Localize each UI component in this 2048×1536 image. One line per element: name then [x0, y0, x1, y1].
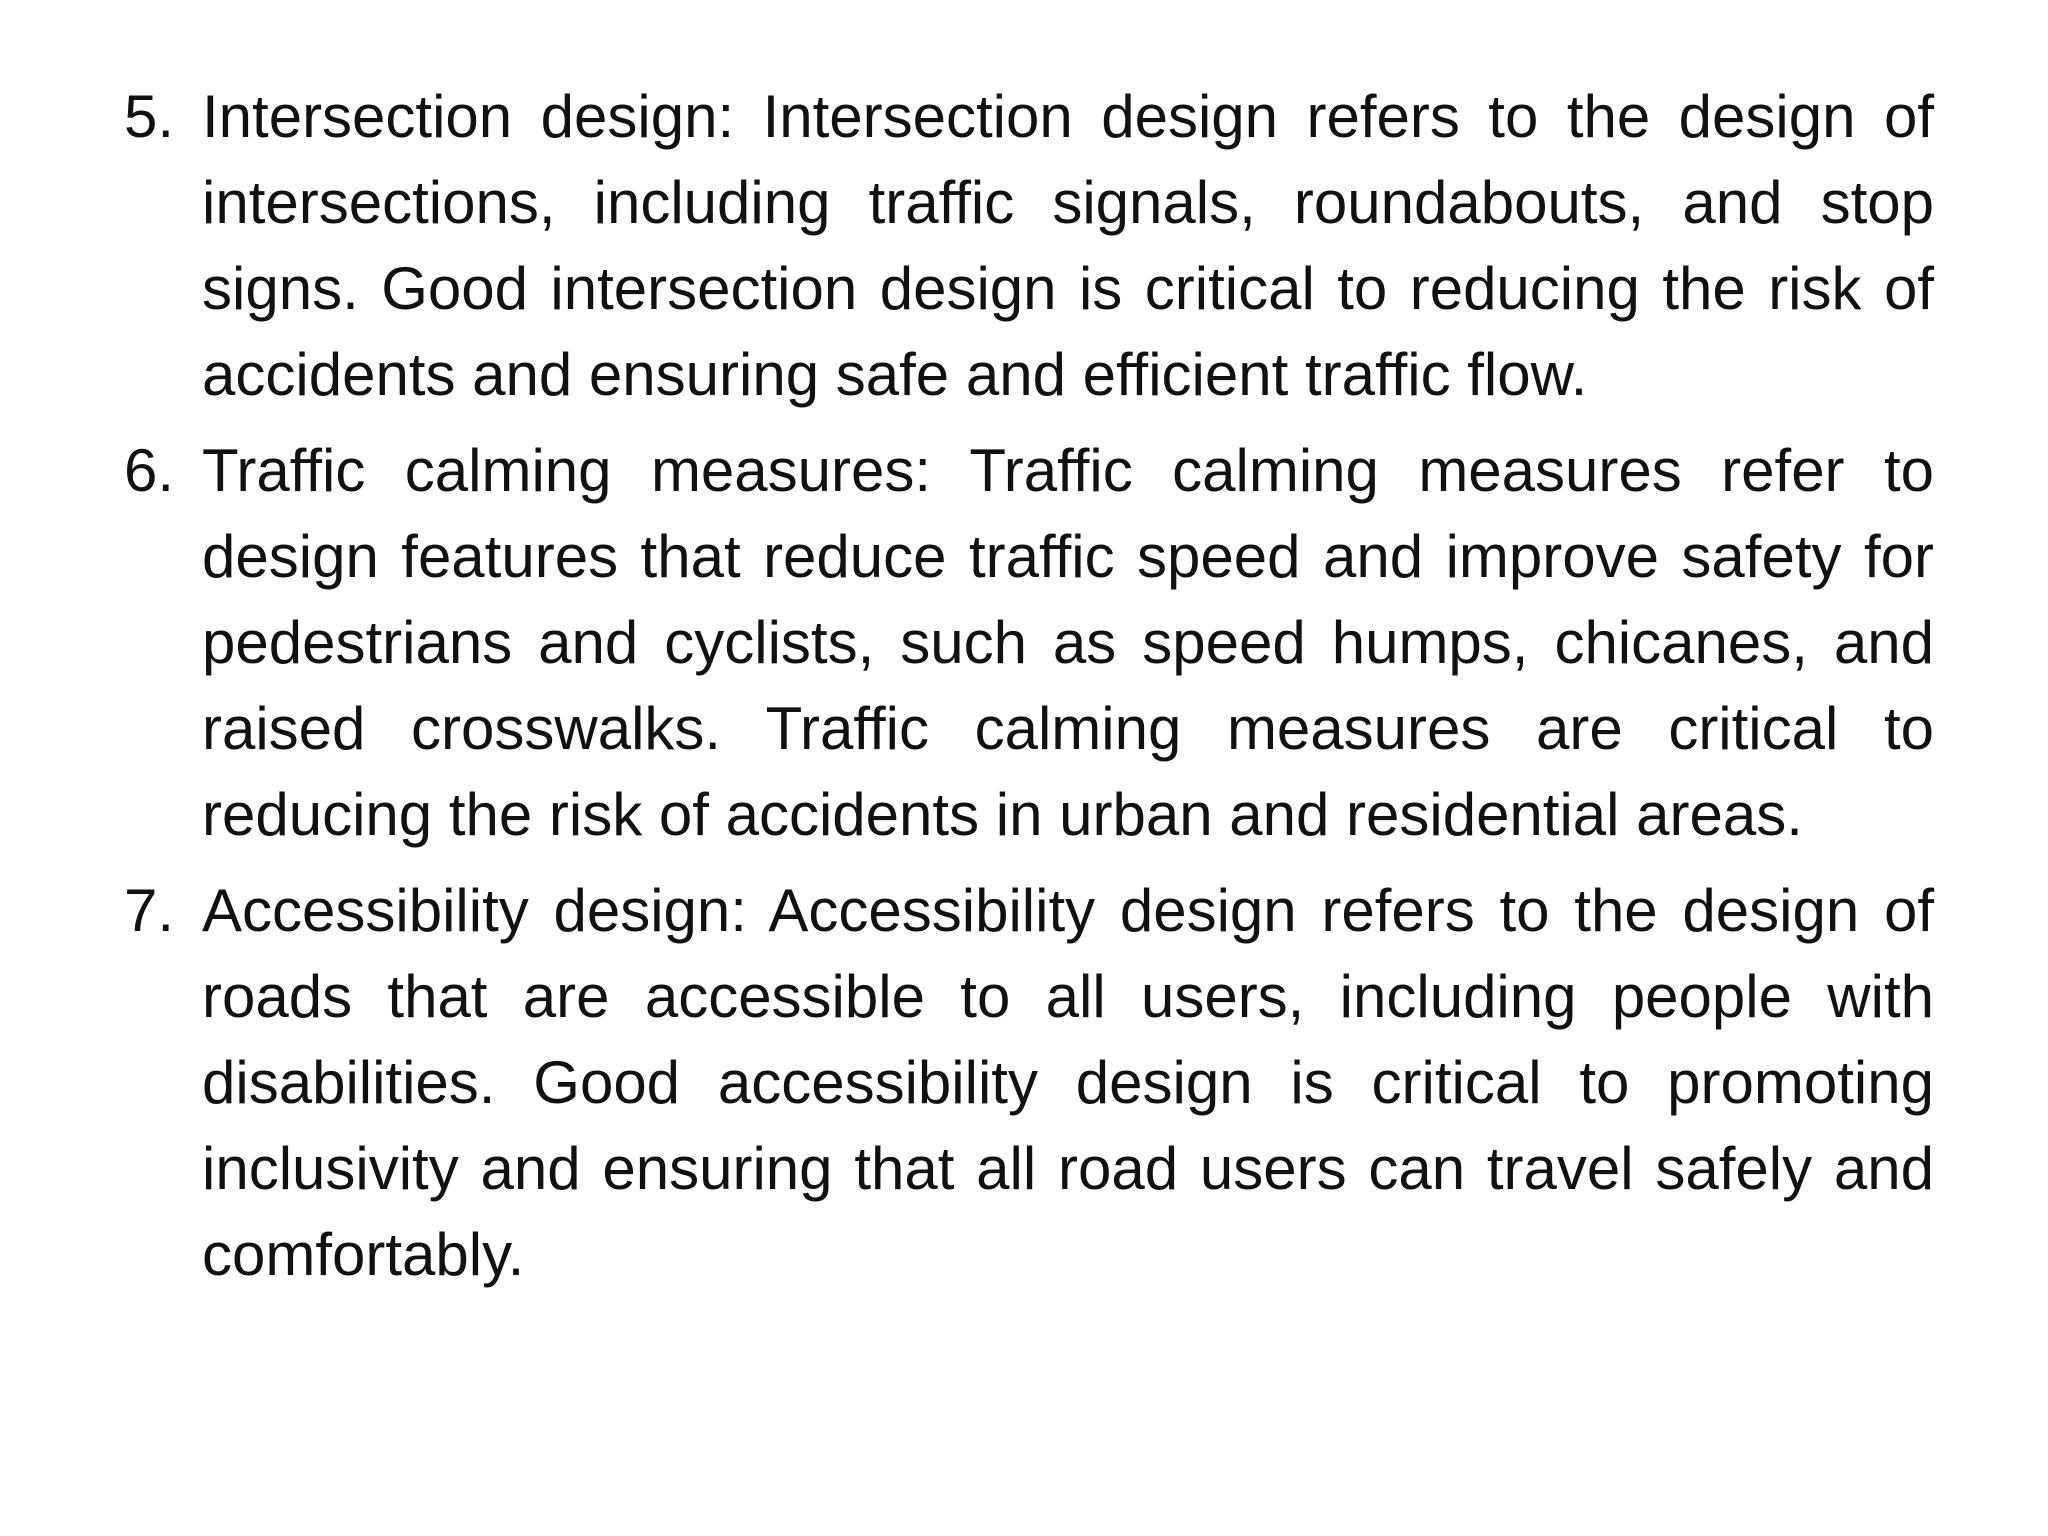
list-item-number: 6.: [124, 437, 175, 504]
numbered-list: [124, 74, 1934, 1298]
list-item-intersection-design: [124, 74, 1934, 418]
list-item-text: Intersection design: Intersection design refers to the design of intersections, including traffic signals, roundabouts, and stop signs. Good intersection design is critical to reducing the risk of accidents and ensuring safe and efficient traffic flow.: [202, 83, 1934, 408]
list-item-text: Traffic calming measures: Traffic calming measures refer to design features that reduce traffic speed and improve safety for pedestrians and cyclists, such as speed humps, chicanes, and raised crosswalks. Traffic calming measures are critical to reducing the risk of accidents in urban and residential areas.: [202, 437, 1934, 848]
document-page: [124, 74, 1934, 1308]
list-item-number: 5.: [124, 83, 175, 150]
list-item-number: 7.: [124, 877, 175, 944]
list-item-traffic-calming-measures: [124, 428, 1934, 858]
list-item-accessibility-design: [124, 868, 1934, 1298]
list-item-text: Accessibility design: Accessibility design refers to the design of roads that are accessible to all users, including people with disabilities. Good accessibility design is critical to promoting inclusivity and ensuring that all road users can travel safely and comfortably.: [202, 877, 1934, 1288]
